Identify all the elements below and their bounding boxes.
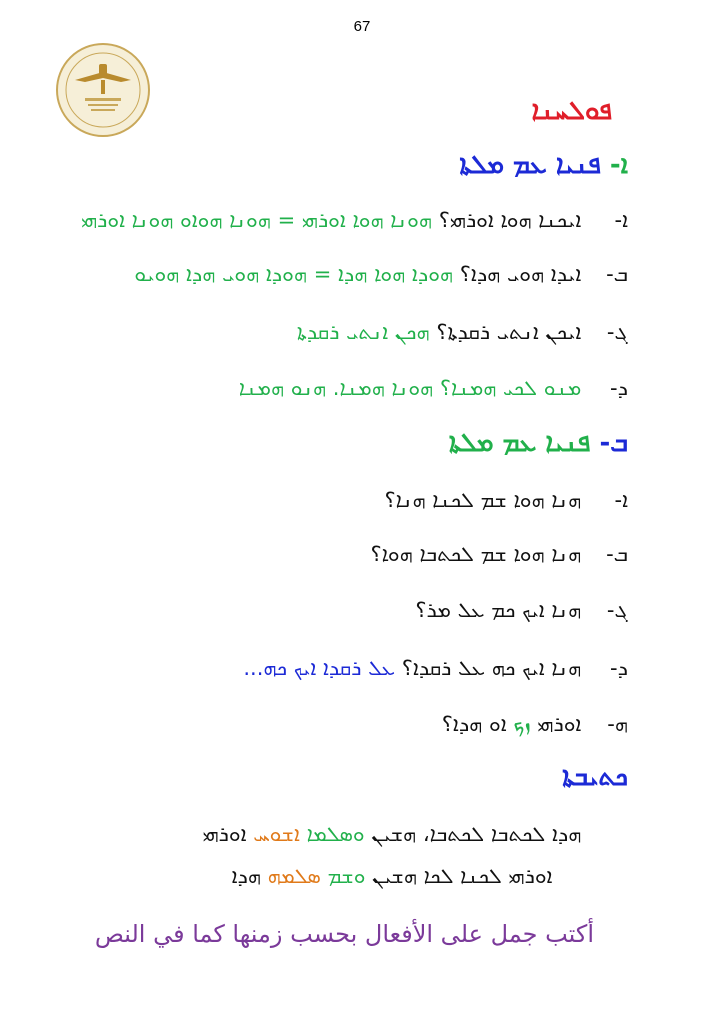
- section-b-item-3: [0, 598, 724, 623]
- item-number: ܒ-: [606, 542, 628, 566]
- writing-line-1: [0, 822, 724, 847]
- section-a-item-4: [0, 376, 724, 401]
- item-number: ܓ-: [606, 320, 628, 344]
- section-b-item-1: [0, 488, 724, 513]
- item-number: ܕ-: [610, 656, 628, 680]
- writing-highlight-orange: ܣܠܡܗ: [267, 864, 321, 888]
- answer-text: ܗܟܢ ܐܢܬܝ ܪܩܕܬܐ: [296, 320, 430, 344]
- section-b-item-2: [0, 542, 724, 567]
- item-number: ܐ-: [614, 488, 628, 512]
- writing-text: ܗܕܐ ܠܟܬܒܐ ܠܟܬܒܐ، ܗܫܝܢ: [371, 822, 582, 846]
- writing-highlight-green: ܘܣܠܡܐ: [306, 822, 365, 846]
- question-text: ܗܢܐ ܗܘܐ ܫܡ ܠܟܢܐ ܗܢܐ؟: [384, 488, 582, 512]
- section-b-title: ܦܢܝܐ ܥܡ ܡܠܬܐ: [448, 428, 591, 458]
- section-b-label: ܒ-: [599, 428, 628, 458]
- item-number: ܕ-: [610, 376, 628, 400]
- answer-text: ܡܢܘ ܠܟܝ ܗܡܢܐ؟ ܗܘܢܐ ܗܡܢܐ. ܗܢܘ ܗܡܢܐ: [238, 376, 582, 400]
- answer-text: ܗܘܢܐ ܗܘܐ ܐܘܪܗܝ = ܗܘܢܐ ܗܘܐܘ ܗܘܢܐ ܐܘܪܗܝ: [81, 208, 432, 232]
- section-a-item-1: [0, 208, 724, 233]
- question-text: ܐܝܟܢ ܐܢܬܝ ܪܩܕܬܐ؟: [436, 320, 582, 344]
- writing-text-end: ܐܘܪܗܝ: [202, 822, 247, 846]
- writing-heading: ܟܬܝܒܬܐ: [562, 762, 628, 792]
- writing-highlight-green: ܘܫܡ: [327, 864, 366, 888]
- writing-text-end: ܗܕܐ: [231, 864, 261, 888]
- item-number: ܗ-: [607, 712, 628, 736]
- page-title: ܦܘܠܚܢܐ: [531, 96, 612, 126]
- question-text: ܗܢܐ ܗܘܐ ܫܡ ܠܟܬܒܐ ܗܘܐ؟: [370, 542, 582, 566]
- item-number: ܐ-: [614, 208, 628, 232]
- item-number: ܓ-: [606, 598, 628, 622]
- section-a-heading: [0, 150, 724, 181]
- section-b-heading: [0, 428, 724, 459]
- page-number: 67: [353, 18, 371, 35]
- writing-highlight-orange: ܐܫܘܚ: [253, 822, 300, 846]
- question-text-end: ܐܘ ܗܕܐ؟: [441, 712, 507, 736]
- section-b-item-5: [0, 712, 724, 737]
- task-instruction: أكتب جمل على الأفعال بحسب زمنها كما في النص: [94, 920, 594, 948]
- question-text: ܗܢܐ ܐܝܟ ܟܗ ܥܠ ܪܩܕܐ؟: [401, 656, 582, 680]
- highlighted-word: ܙܟ: [513, 712, 531, 736]
- section-a-title: ܦܢܝܐ ܥܡ ܡܠܬܐ: [459, 150, 601, 180]
- section-a-item-3: [0, 320, 724, 345]
- section-b-item-4: [0, 656, 724, 681]
- item-number: ܒ-: [606, 262, 628, 286]
- writing-text: ܐܘܪܗܝ ܠܟܢܐ ܠܟܐ ܗܫܝܢ: [372, 864, 553, 888]
- section-a-label: ܐ-: [609, 150, 628, 180]
- writing-line-2: [0, 864, 724, 889]
- question-text: ܐܝܕܐ ܗܘܝ ܗܕܐ؟: [459, 262, 582, 286]
- answer-text: ܗܘܕܐ ܗܘܐ ܗܕܐ = ܗܘܕܐ ܗܘܝ ܗܕܐ ܗܘܝܘ: [134, 262, 454, 286]
- answer-text: ܥܠ ܪܩܕܐ ܐܝܟ ܟܗ...: [243, 656, 396, 680]
- question-text: ܐܘܪܗܝ: [537, 712, 582, 736]
- question-text: ܐܝܟܢܐ ܗܘܐ ܐܘܪܗܝ؟: [438, 208, 582, 232]
- question-text: ܗܢܐ ܐܝܟ ܟܡ ܥܠ ܡܪ؟: [415, 598, 582, 622]
- section-a-item-2: [0, 262, 724, 287]
